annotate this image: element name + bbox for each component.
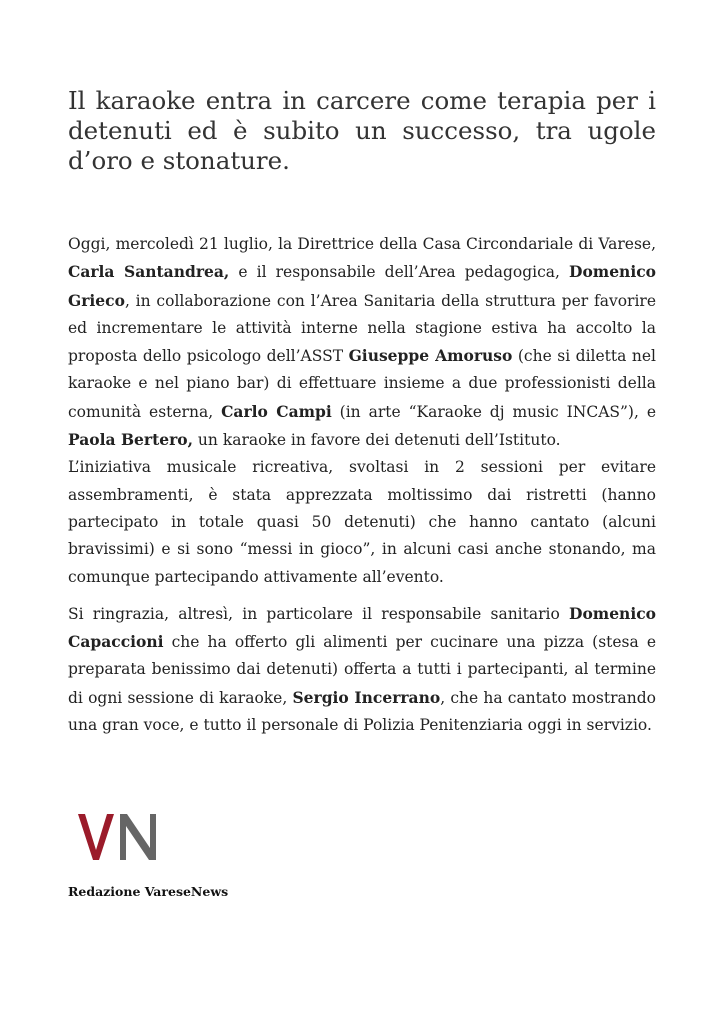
- text: , che ha cantato mostrando una gran voce, e tutto il personale di Polizia Penitenziaria oggi in servizio.: [68, 688, 656, 735]
- person-name: Domenico Capaccioni: [68, 603, 656, 652]
- varesenews-logo: [76, 808, 162, 864]
- text: un karaoke in favore dei detenuti dell’Istituto.: [193, 431, 561, 450]
- text: , in collaborazione con l’Area Sanitaria della struttura per favorire ed incrementare le attività interne nella stagione estiva ha accolto la proposta dello psicologo dell’ASST: [68, 291, 656, 366]
- paragraph-1: [68, 231, 656, 454]
- person-name: Giuseppe Amoruso: [348, 346, 513, 366]
- person-name: Carlo Campi: [221, 401, 332, 421]
- article-title: Il karaoke entra in carcere come terapia per i detenuti ed è subito un successo, tra ugole d’oro e stonature.: [68, 86, 656, 175]
- paragraph-2: L’iniziativa musicale ricreativa, svoltasi in 2 sessioni per evitare assembramenti, è stata apprezzata moltissimo dai ristretti (hanno partecipato in totale quasi 50 detenuti) che hanno cantato (alcuni bravissimi) e si sono “messi in gioco”, in alcuni casi anche stonando, ma comunque partecipando attivamente all’evento.: [68, 458, 656, 586]
- article-body: [68, 231, 656, 739]
- person-name: Paola Bertero,: [68, 430, 193, 450]
- logo-letter-v: [78, 814, 114, 860]
- person-name: Sergio Incerrano: [292, 687, 441, 707]
- person-name: Domenico Grieco: [68, 262, 656, 310]
- text: e il responsabile dell’Area pedagogica,: [229, 263, 570, 282]
- paragraph-3: [68, 600, 656, 739]
- author-credit: Redazione VareseNews: [68, 884, 229, 899]
- text: (in arte “Karaoke dj music INCAS”), e: [331, 402, 657, 421]
- logo-letter-n: [120, 814, 156, 860]
- text: che ha offerto gli alimenti per cucinare una pizza (stesa e preparata benissimo dai detenuti) offerta a tutti i partecipanti, al termine di ogni sessione di karaoke,: [68, 633, 656, 707]
- text: (che si diletta nel karaoke e nel piano bar) di effettuare insieme a due professionisti della comunità esterna,: [68, 347, 657, 421]
- text: Oggi, mercoledì 21 luglio, la Direttrice della Casa Circondariale di Varese,: [68, 235, 656, 253]
- text: Si ringrazia, altresì, in particolare il responsabile sanitario: [68, 604, 570, 623]
- person-name: Carla Santandrea,: [68, 262, 230, 282]
